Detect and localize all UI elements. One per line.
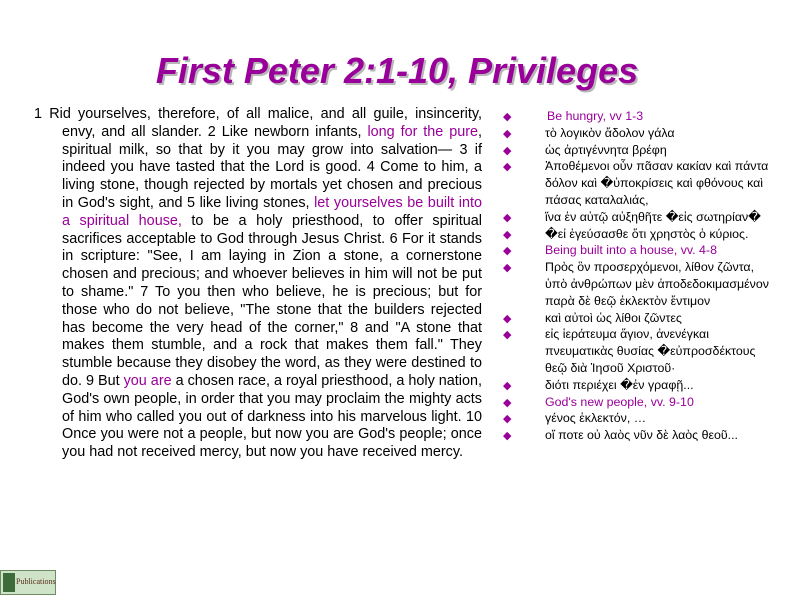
list-item-text: Πρὸς ὃν προσερχόμενοι, λίθον ζῶντα, ὑπὸ ἀνθρώπων μὲν ἀποδεδοκιμασμένον παρὰ δὲ θεῷ ἐκλεκτὸν ἔντιμον — [545, 260, 769, 308]
list-item — [501, 209, 771, 226]
list-item-text: ὡς ἀρτιγέννητα βρέφη — [545, 142, 667, 157]
diamond-bullet-icon: ◆ — [503, 245, 512, 258]
publisher-logo — [0, 570, 56, 595]
list-item-text: God's new people, vv. 9-10 — [545, 394, 694, 409]
list-item — [501, 310, 771, 327]
list-item-text: καὶ αὐτοὶ ὡς λίθοι ζῶντες — [545, 310, 682, 325]
scripture-passage — [34, 106, 482, 462]
list-item — [501, 394, 771, 411]
list-item-text: διότι περιέχει �ἐν γραφῇ... — [545, 377, 694, 392]
diamond-bullet-icon: ◆ — [503, 211, 512, 224]
list-item — [501, 427, 771, 444]
list-item — [501, 125, 771, 142]
list-item-text: Being built into a house, vv. 4-8 — [545, 243, 717, 258]
list-item — [501, 410, 771, 427]
greek-notes-list — [501, 108, 771, 444]
diamond-bullet-icon: ◆ — [503, 127, 512, 140]
diamond-bullet-icon: ◆ — [503, 379, 512, 392]
list-item-text: οἵ ποτε οὐ λαὸς νῦν δὲ λαὸς θεοῦ... — [545, 428, 738, 443]
diamond-bullet-icon: ◆ — [503, 329, 512, 342]
slide-title: First Peter 2:1-10, Privileges — [155, 50, 639, 91]
passage-segment: a chosen race, a royal priesthood, a holy nation, God's own people, in order that you may proclaim the mighty acts of him who called you out of darkness into his marvelous light. 10 Once you were not a people, but now you are God's people; once you had not received mercy, but now you have received mercy. — [62, 372, 482, 461]
diamond-bullet-icon: ◆ — [503, 312, 512, 325]
list-item-text: Ἀποθέμενοι οὖν πᾶσαν κακίαν καὶ πάντα δόλον καὶ �ὑποκρίσεις καὶ φθόνους καὶ πάσας καταλαλιάς, — [545, 159, 769, 207]
passage-segment: , spiritual milk, so that by it you may grow into salvation— 3 if indeed you have tasted that the Lord is good. 4 Come to him, a living stone, though rejected by mortals yet chosen and precious in God's sight, and 5 like living stones, — [62, 123, 483, 211]
list-item — [501, 326, 771, 376]
diamond-bullet-icon: ◆ — [503, 228, 512, 241]
list-item — [501, 377, 771, 394]
list-item — [501, 259, 771, 309]
diamond-bullet-icon: ◆ — [503, 430, 512, 443]
list-item-text: γένος ἐκλεκτόν, … — [545, 411, 647, 426]
list-item-text: Be hungry, vv 1-3 — [547, 109, 644, 123]
logo-word: Publications — [16, 577, 56, 586]
passage-segment: to be a holy priesthood, to offer spiritual sacrifices acceptable to God through Jesus Christ. 6 For it stands in scripture: "See, I am laying in Zion a stone, a cornerstone chosen and precious; and whoever believes in him will not be put to shame." 7 To you then who believe, he is precious; but for those who do not believe, "The stone that the builders rejected has become the very head of the corner," 8 and "A stone that makes them stumble, and a rock that makes them fall." They stumble because they disobey the word, as they were destined to do. 9 But — [62, 212, 482, 389]
logo-mark-icon — [3, 573, 15, 592]
list-item — [501, 158, 771, 208]
list-item-text: εἰς ἱεράτευμα ἅγιον, ἀνενέγκαι πνευματικὰς θυσίας �εὐπροσδέκτους θεῷ διὰ Ἰησοῦ Χριστοῦ· — [545, 327, 756, 375]
list-item-text: ἵνα ἐν αὐτῷ αὐξηθῆτε �εἰς σωτηρίαν� — [545, 209, 761, 224]
passage-highlight: let yourselves be built into a spiritual house, — [62, 194, 482, 229]
list-item — [501, 226, 771, 243]
passage-highlight: you are — [123, 372, 172, 389]
list-item — [501, 108, 771, 125]
diamond-bullet-icon: ◆ — [503, 396, 512, 409]
list-item — [501, 142, 771, 159]
passage-segment: 1 Rid yourselves, therefore, of all malice, and all guile, insincerity, envy, and all slander. 2 Like newborn infants, — [34, 106, 482, 140]
diamond-bullet-icon: ◆ — [503, 262, 512, 275]
list-item-text: �εἰ ἐγεύσασθε ὅτι χρηστὸς ὁ κύριος. — [545, 226, 749, 241]
diamond-bullet-icon: ◆ — [503, 144, 512, 157]
diamond-bullet-icon: ◆ — [503, 413, 512, 426]
diamond-bullet-icon: ◆ — [503, 111, 512, 123]
diamond-bullet-icon: ◆ — [503, 161, 512, 174]
list-item-text: τὸ λογικὸν ἄδολον γάλα — [545, 125, 675, 140]
list-item — [501, 242, 771, 259]
passage-highlight: long for the pure — [367, 123, 479, 140]
